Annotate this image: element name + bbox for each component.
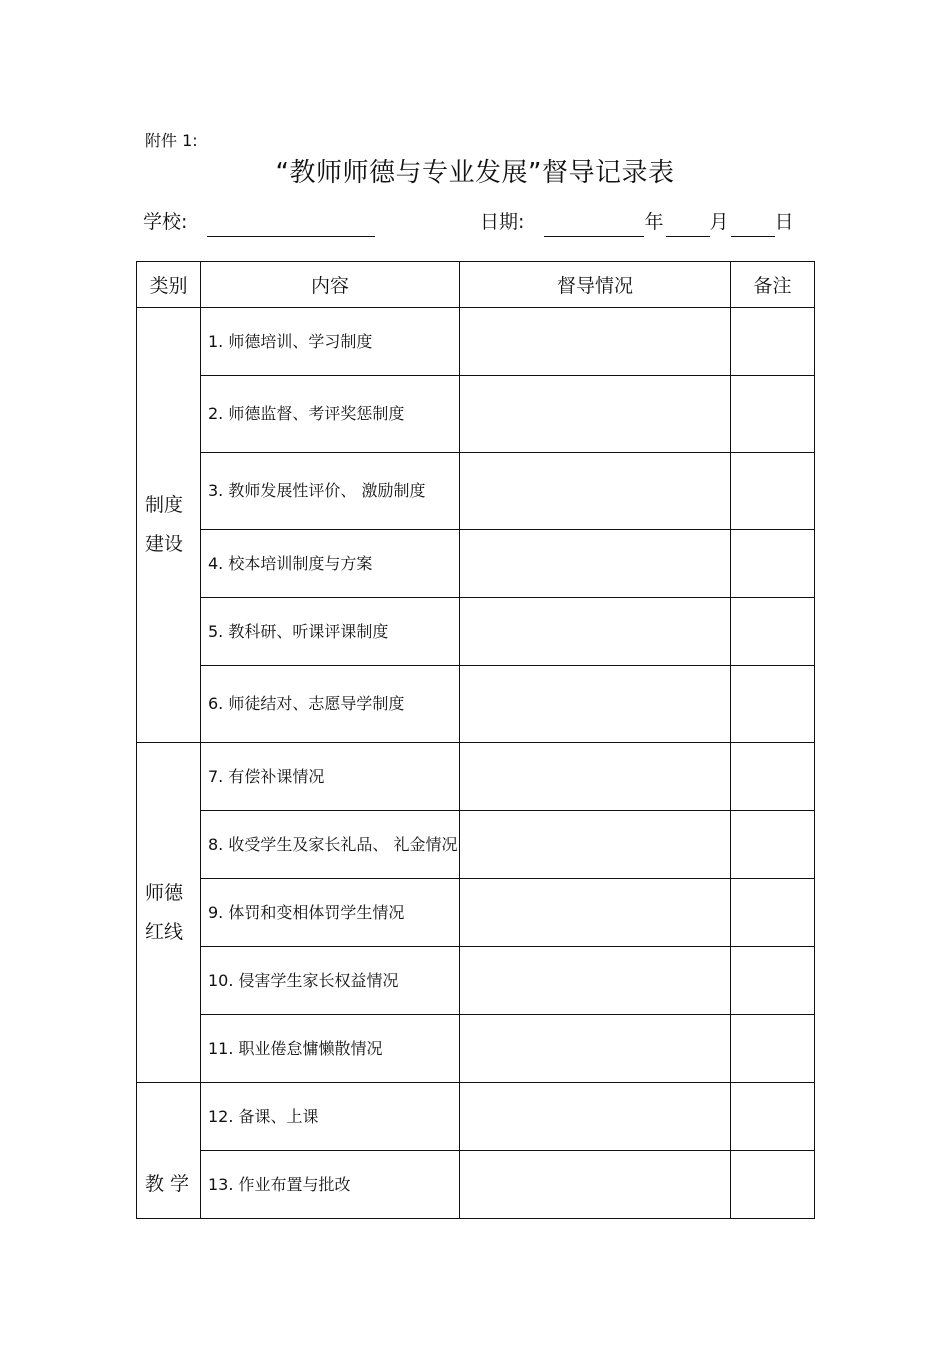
month-label: 月 bbox=[709, 211, 729, 233]
item-content: 11. 职业倦怠慵懒散情况 bbox=[201, 1015, 460, 1083]
remarks-cell[interactable] bbox=[731, 598, 815, 666]
supervision-cell[interactable] bbox=[460, 947, 731, 1015]
supervision-cell[interactable] bbox=[460, 598, 731, 666]
page-title: “教师师德与专业发展”督导记录表 bbox=[275, 158, 675, 188]
remarks-cell[interactable] bbox=[731, 743, 815, 811]
table-row bbox=[137, 530, 815, 598]
remarks-cell[interactable] bbox=[731, 308, 815, 376]
supervision-cell[interactable] bbox=[460, 308, 731, 376]
remarks-cell[interactable] bbox=[731, 811, 815, 879]
school-label: 学校: bbox=[143, 211, 188, 233]
item-content: 8. 收受学生及家长礼品、 礼金情况 bbox=[201, 811, 460, 879]
remarks-cell[interactable] bbox=[731, 530, 815, 598]
table-row bbox=[137, 947, 815, 1015]
header-supervision: 督导情况 bbox=[460, 262, 731, 308]
school-field bbox=[143, 207, 375, 237]
table-row bbox=[137, 743, 815, 811]
table-row bbox=[137, 1151, 815, 1219]
table-row bbox=[137, 308, 815, 376]
header-remarks: 备注 bbox=[731, 262, 815, 308]
category-system-line1: 制度 bbox=[145, 494, 184, 516]
table-row bbox=[137, 879, 815, 947]
remarks-cell[interactable] bbox=[731, 453, 815, 530]
supervision-cell[interactable] bbox=[460, 666, 731, 743]
item-content: 4. 校本培训制度与方案 bbox=[201, 530, 460, 598]
item-content: 12. 备课、上课 bbox=[201, 1083, 460, 1151]
item-content: 3. 教师发展性评价、 激励制度 bbox=[201, 453, 460, 530]
table-row bbox=[137, 1083, 815, 1151]
year-label: 年 bbox=[644, 211, 664, 233]
remarks-cell[interactable] bbox=[731, 666, 815, 743]
table-row bbox=[137, 598, 815, 666]
table-row bbox=[137, 666, 815, 743]
month-blank[interactable] bbox=[666, 214, 710, 237]
date-field bbox=[480, 207, 794, 237]
remarks-cell[interactable] bbox=[731, 879, 815, 947]
table-row bbox=[137, 1015, 815, 1083]
supervision-cell[interactable] bbox=[460, 1015, 731, 1083]
supervision-cell[interactable] bbox=[460, 743, 731, 811]
item-content: 10. 侵害学生家长权益情况 bbox=[201, 947, 460, 1015]
item-content: 9. 体罚和变相体罚学生情况 bbox=[201, 879, 460, 947]
remarks-cell[interactable] bbox=[731, 1015, 815, 1083]
category-ethics bbox=[137, 743, 201, 1083]
item-content: 5. 教科研、听课评课制度 bbox=[201, 598, 460, 666]
remarks-cell[interactable] bbox=[731, 947, 815, 1015]
table-row bbox=[137, 811, 815, 879]
date-label: 日期: bbox=[480, 211, 525, 233]
attachment-label: 附件 1: bbox=[145, 131, 198, 150]
header-content: 内容 bbox=[201, 262, 460, 308]
item-content: 6. 师徒结对、志愿导学制度 bbox=[201, 666, 460, 743]
school-blank[interactable] bbox=[207, 214, 375, 237]
table-row bbox=[137, 376, 815, 453]
category-system-line2: 建设 bbox=[145, 533, 184, 555]
remarks-cell[interactable] bbox=[731, 1151, 815, 1219]
category-ethics-line1: 师德 bbox=[145, 881, 184, 904]
supervision-cell[interactable] bbox=[460, 811, 731, 879]
supervision-cell[interactable] bbox=[460, 1151, 731, 1219]
category-ethics-line2: 红线 bbox=[145, 920, 184, 943]
supervision-cell[interactable] bbox=[460, 376, 731, 453]
header-category: 类别 bbox=[137, 262, 201, 308]
table-row bbox=[137, 453, 815, 530]
category-teaching: 教 学 bbox=[137, 1083, 201, 1219]
category-system bbox=[137, 308, 201, 743]
supervision-table bbox=[136, 261, 815, 1219]
supervision-cell[interactable] bbox=[460, 1083, 731, 1151]
item-content: 2. 师德监督、考评奖惩制度 bbox=[201, 376, 460, 453]
supervision-cell[interactable] bbox=[460, 879, 731, 947]
day-label: 日 bbox=[774, 211, 794, 233]
year-blank[interactable] bbox=[544, 214, 644, 237]
item-content: 13. 作业布置与批改 bbox=[201, 1151, 460, 1219]
table-header-row bbox=[137, 262, 815, 308]
supervision-cell[interactable] bbox=[460, 453, 731, 530]
remarks-cell[interactable] bbox=[731, 1083, 815, 1151]
item-content: 1. 师德培训、学习制度 bbox=[201, 308, 460, 376]
day-blank[interactable] bbox=[731, 214, 775, 237]
supervision-cell[interactable] bbox=[460, 530, 731, 598]
item-content: 7. 有偿补课情况 bbox=[201, 743, 460, 811]
remarks-cell[interactable] bbox=[731, 376, 815, 453]
